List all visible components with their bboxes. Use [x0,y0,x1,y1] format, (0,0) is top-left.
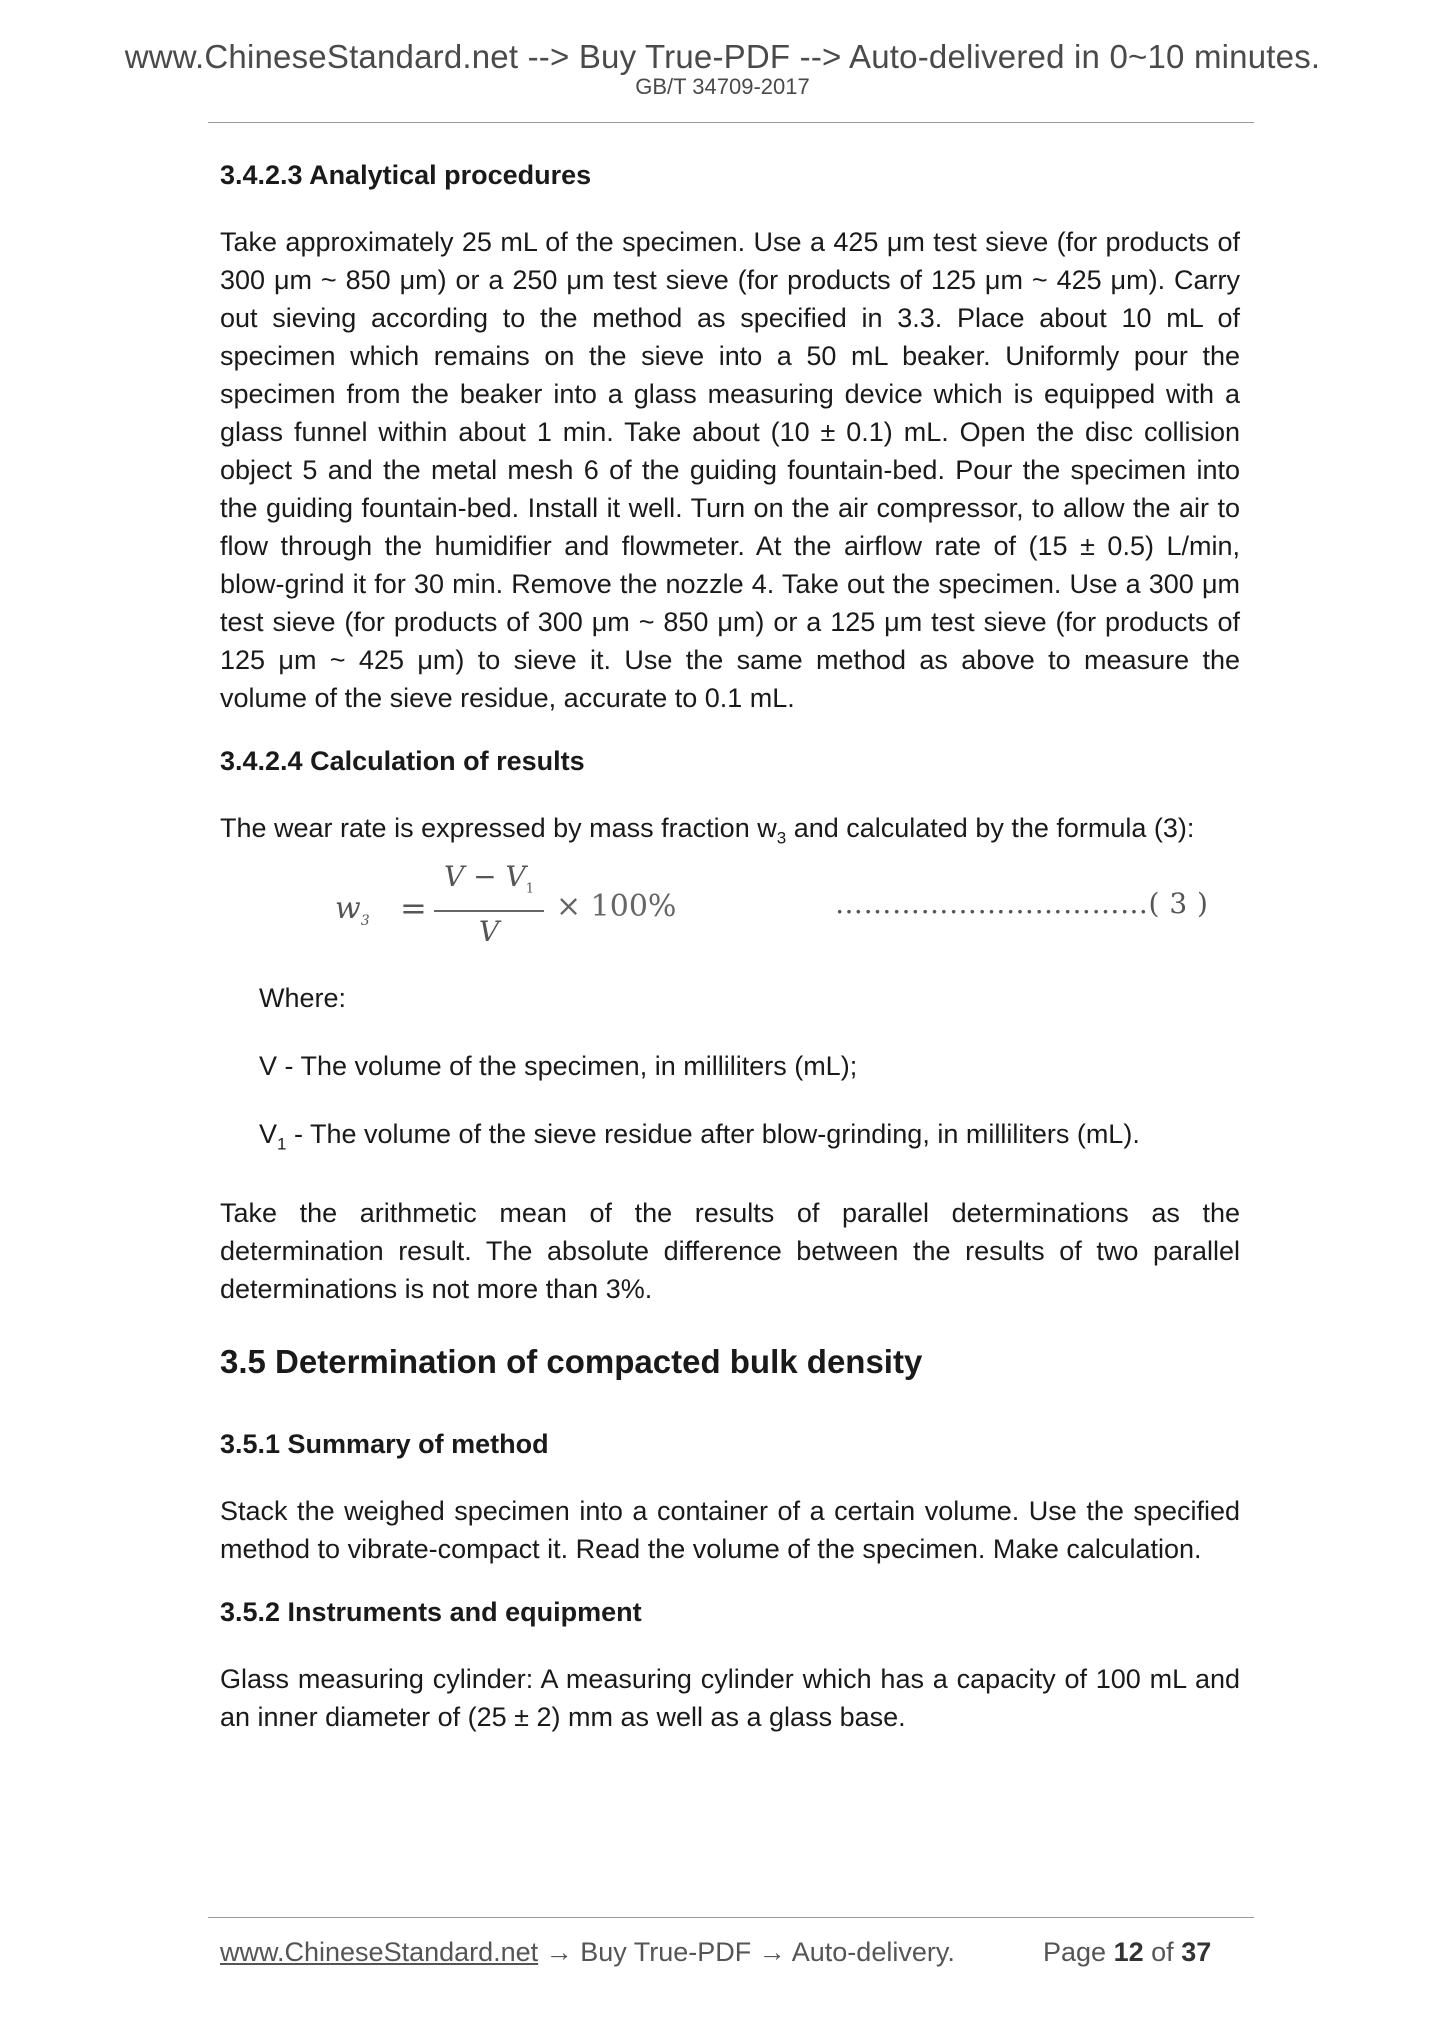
standard-code: GB/T 34709-2017 [635,74,810,99]
formula-numerator: $V - V_1$ [444,860,534,897]
formula-number: ……………………………( 3 ) [835,887,1209,921]
formula-lhs: $w_3$ [335,891,370,930]
formula-denominator: V [478,914,500,948]
section-title-3-5-1: 3.5.1 Summary of method [220,1428,549,1459]
arrow-right-icon: → [538,1937,581,1967]
page-number: Page 12 of 37 [1043,1937,1212,1967]
formula-3 [220,857,1240,967]
formula-equals: = [400,889,427,928]
header-divider [208,122,1254,123]
current-page: 12 [1113,1937,1144,1967]
where-label: Where: [259,983,347,1014]
header-banner: www.ChineseStandard.net --> Buy True-PDF --> Auto-delivered in 0~10 minutes. [124,38,1321,75]
footer-divider [208,1917,1254,1918]
paragraph-analytical-procedures: Take approximately 25 mL of the specimen. Use a 425 μm test sieve (for products of 300 μm ~ 850 μm) or a 250 μm test sieve (for products of 125 μm ~ 425 μm). Carry out sieving according to the method as specified in 3.3. Place about 10 mL of specimen which remains on the sieve into a 50 mL beaker. Uniformly pour the specimen from the beaker into a glass measuring device which is equipped with a glass funnel within about 1 min. Take about (10 ± 0.1) mL. Open the disc collision object 5 and the metal mesh 6 of the guiding fountain-bed. Pour the specimen into the guiding fountain-bed. Install it well. Turn on the air compressor, to allow the air to flow through the humidifier and flowmeter. At the airflow rate of (15 ± 0.5) L/min, blow-grind it for 30 min. Remove the nozzle 4. Take out the specimen. Use a 300 μm test sieve (for products of 300 μm ~ 850 μm) or a 125 μm test sieve (for products of 125 μm ~ 425 μm) to sieve it. Use the same method as above to measure the volume of the sieve residue, accurate to 0.1 mL. [220,227,1240,713]
paragraph-instruments: Glass measuring cylinder: A measuring cylinder which has a capacity of 100 mL and an inner diameter of (25 ± 2) mm as well as a glass base. [220,1663,1240,1732]
paragraph-result: Take the arithmetic mean of the results of parallel determinations as the determination result. The absolute difference between the results of two parallel determinations is not more than 3%. [220,1197,1240,1304]
paragraph-summary-of-method: Stack the weighed specimen into a container of a certain volume. Use the specified method to vibrate-compact it. Read the volume of the specimen. Make calculation. [220,1495,1240,1564]
fraction-bar [434,910,544,912]
footer-delivery-text: Auto-delivery. [791,1937,955,1967]
section-title-3-5-2: 3.5.2 Instruments and equipment [220,1596,642,1627]
page-content [220,155,1240,1736]
definition-v: V - The volume of the specimen, in milliliters (mL); [259,1051,858,1082]
definition-v1: $V_1$ - The volume of the sieve residue after blow-grinding, in milliliters (mL). [259,1119,1140,1154]
total-pages: 37 [1181,1937,1212,1967]
paragraph-wear-rate-intro: The wear rate is expressed by mass fraction $w_3$ and calculated by the formula (3): [220,813,1195,848]
footer-buy-text: Buy True-PDF [580,1937,752,1967]
formula-multiplier: × 100% [556,889,677,925]
section-title-3-4-2-4: 3.4.2.4 Calculation of results [220,746,585,776]
formula-fraction [434,859,544,950]
arrow-right-icon: → [751,1937,792,1967]
footer-site-link[interactable]: www.ChineseStandard.net [220,1937,539,1967]
section-title-3-5: 3.5 Determination of compacted bulk density [220,1342,923,1380]
footer-left [220,1937,955,1968]
section-title-3-4-2-3: 3.4.2.3 Analytical procedures [220,160,592,190]
